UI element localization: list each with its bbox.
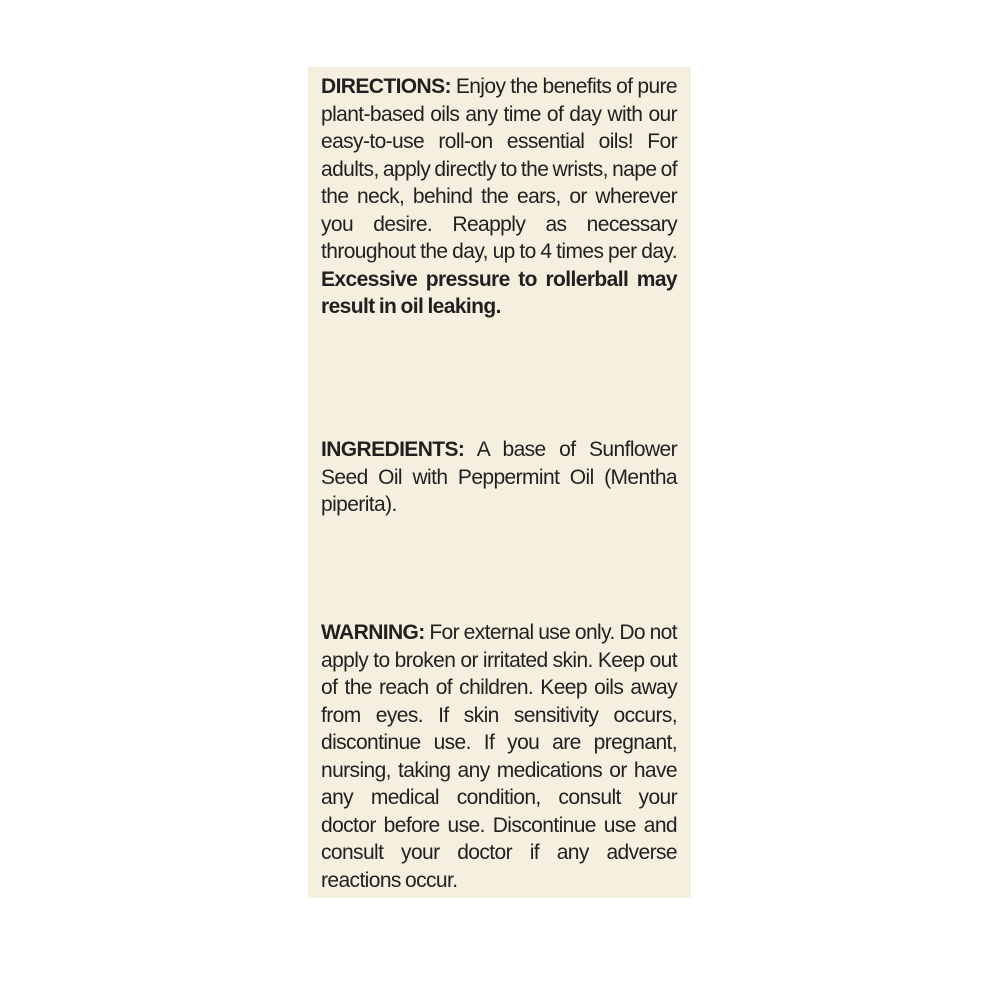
directions-heading: DIRECTIONS:: [321, 75, 451, 98]
ingredients-section: [321, 436, 677, 519]
warning-section: [321, 619, 677, 894]
rollerball-caution: Excessive pressure to rollerball may result in oil leaking.: [321, 267, 677, 318]
warning-text: For external use only. Do not apply to broken or irritated skin. Keep out of the reach of children. Keep oils away from eyes. If skin sensitivity occurs, discontinue use. If you are pregnant, nursing, taking any medications or have any medical condition, consult your doctor before use. Discontinue use and consult your doctor if any adverse reactions occur.: [321, 621, 677, 892]
warning-heading: WARNING:: [321, 621, 425, 644]
directions-section: [321, 73, 677, 321]
ingredients-text: A base of Sunflower Seed Oil with Peppermint Oil (Mentha piperita).: [321, 438, 678, 516]
product-label-panel: [308, 67, 691, 898]
directions-text: Enjoy the benefits of pure plant-based oils any time of day with our easy-to-use roll-on essential oils! For adults, apply directly to the wrists, nape of the neck, behind the ears, or wherever you desire. Reapply as necessary throughout the day, up to 4 times per day.: [321, 75, 677, 263]
ingredients-heading: INGREDIENTS:: [321, 438, 465, 461]
